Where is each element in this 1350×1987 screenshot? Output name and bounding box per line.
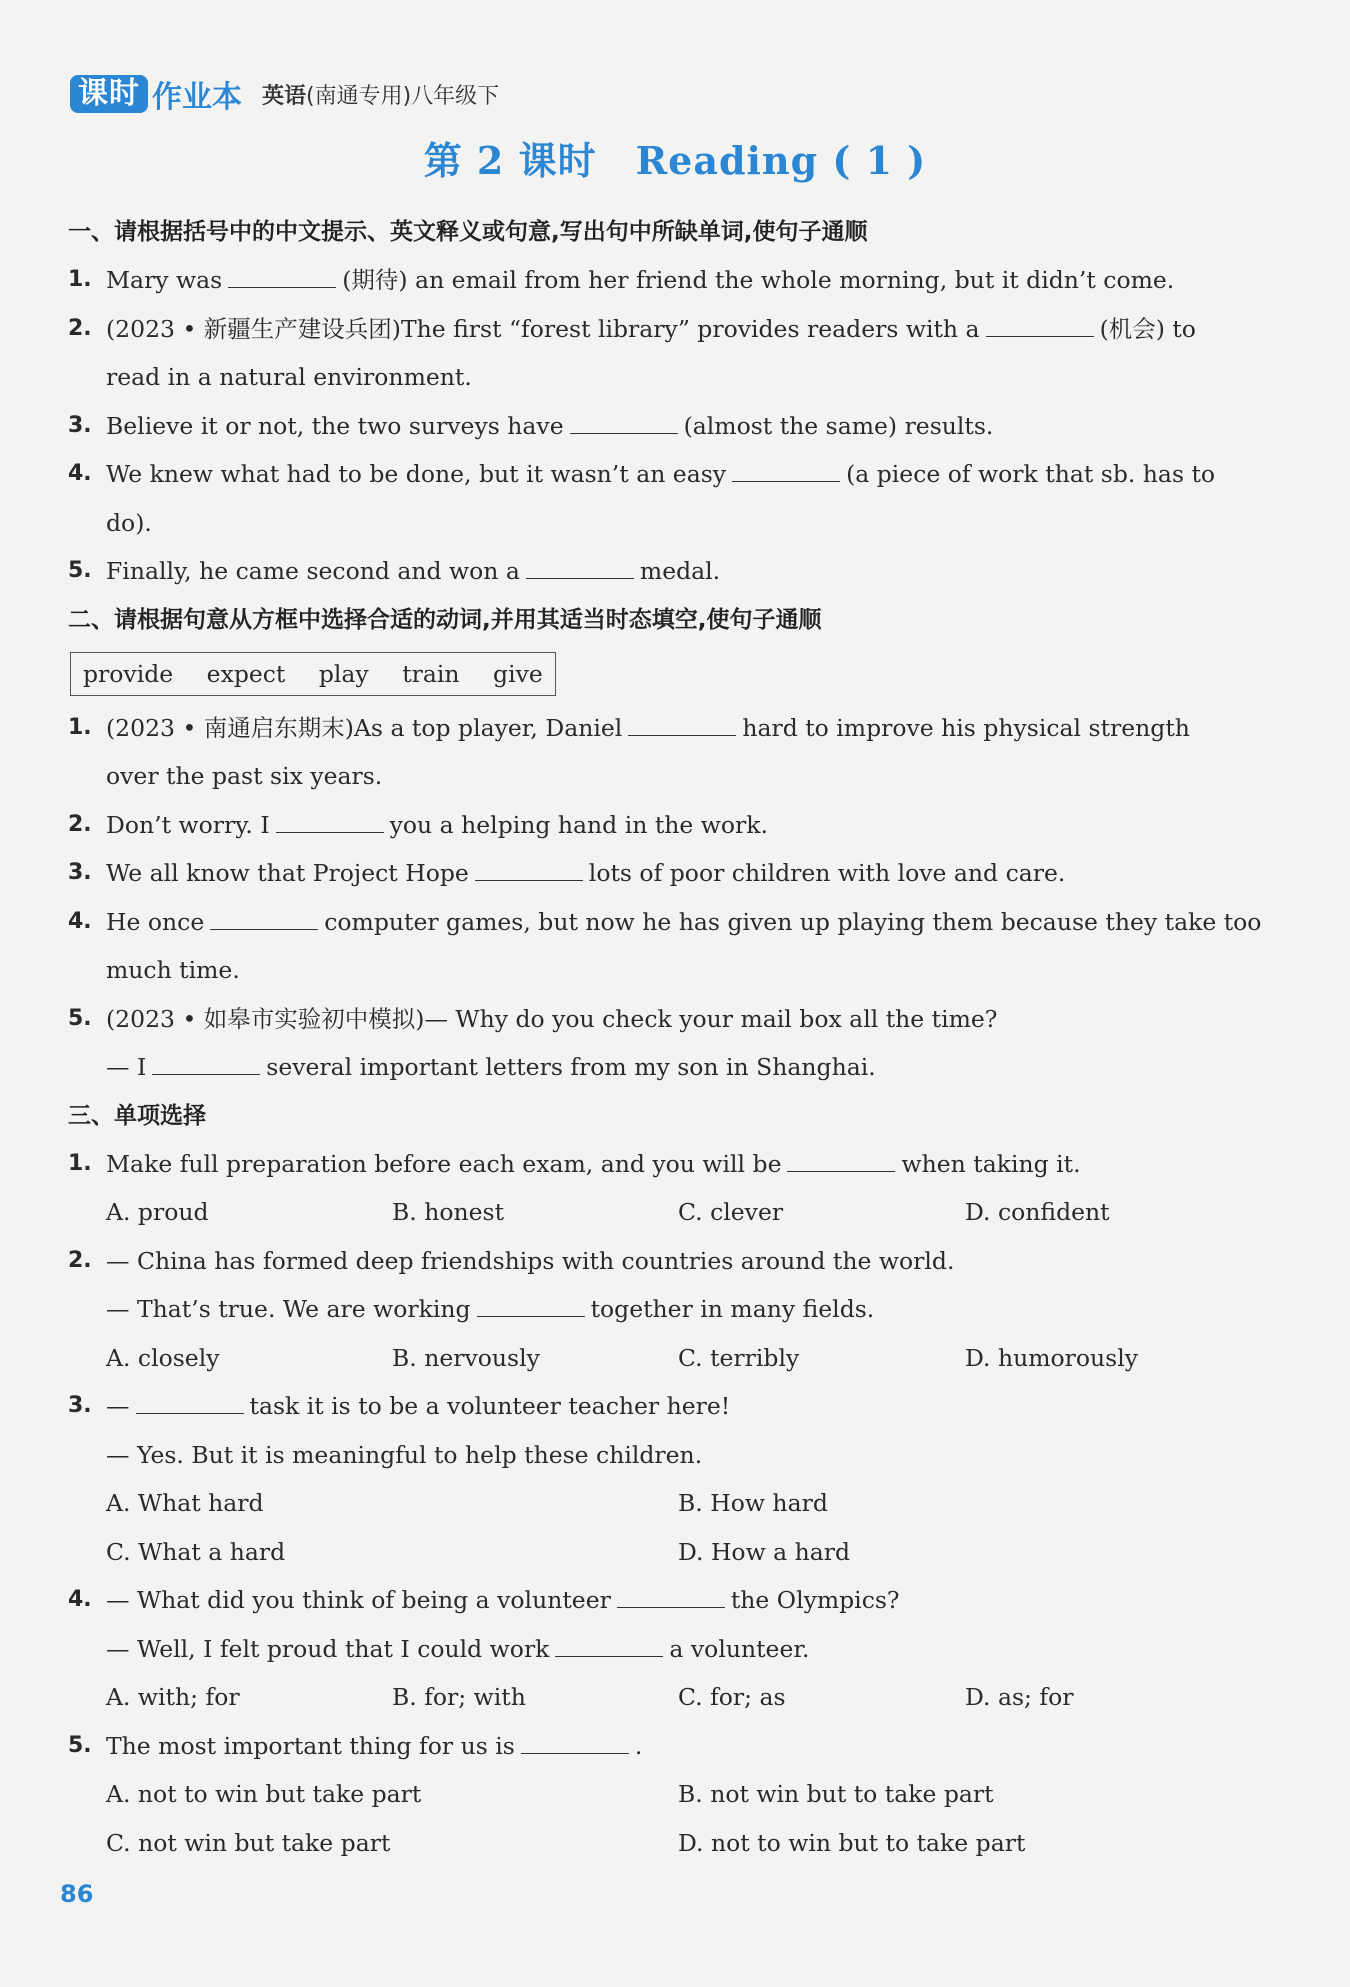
item-text-post: .	[634, 1731, 643, 1760]
item-number: 3.	[68, 412, 92, 438]
answer-blank[interactable]	[136, 1393, 244, 1414]
item-text-cont: read in a natural environment.	[106, 363, 472, 391]
option-d[interactable]: D. How a hard	[678, 1537, 851, 1566]
item-text-pre: — Yes. But it is meaningful to help these children.	[106, 1440, 703, 1469]
s1-item-3	[68, 402, 1260, 451]
answer-blank[interactable]	[228, 267, 336, 288]
section3-heading: 三、单项选择	[68, 1102, 206, 1129]
brand-logo-box: 课时	[70, 75, 148, 113]
item-number: 4.	[68, 1587, 92, 1612]
item-text-post: you a helping hand in the work.	[389, 810, 768, 839]
item-text-pre: Finally, he came second and won a	[106, 557, 520, 585]
s2-item-5	[68, 995, 1260, 1044]
answer-blank[interactable]	[732, 461, 840, 482]
word-bank-item: expect	[206, 659, 286, 688]
item-number: 2.	[68, 1247, 92, 1273]
item-text-post: medal.	[639, 557, 721, 585]
item-text-post: (almost the same) results.	[683, 411, 994, 440]
item-text-pre: Mary was	[106, 266, 223, 294]
answer-blank[interactable]	[986, 316, 1094, 337]
option-a[interactable]: A. What hard	[106, 1489, 264, 1517]
s2-item-2	[68, 801, 1260, 850]
brand-logo-text: 作业本	[152, 80, 242, 115]
s1-item-4-continued	[68, 499, 1260, 548]
item-text-post: the Olympics?	[730, 1586, 900, 1614]
page-number: 86	[60, 1880, 94, 1908]
item-number: 5.	[68, 1005, 92, 1031]
s3-item-3-options-row2	[68, 1528, 1260, 1577]
item-text-post: a volunteer.	[669, 1634, 810, 1663]
exercise-content	[68, 208, 1260, 1867]
option-c[interactable]: C. terribly	[678, 1343, 800, 1372]
s3-item-5-options-row1	[68, 1770, 1260, 1819]
item-text-cont: much time.	[106, 956, 240, 984]
s2-item-1-continued	[68, 752, 1260, 801]
s3-item-3-line2	[68, 1431, 1260, 1480]
s1-item-1	[68, 256, 1260, 305]
option-a[interactable]: A. closely	[106, 1343, 220, 1372]
item-number: 3.	[68, 1393, 92, 1418]
item-text-cont: do).	[106, 508, 152, 537]
item-number: 1.	[68, 714, 92, 740]
item-text-pre: The most important thing for us is	[106, 1731, 515, 1760]
s1-item-5	[68, 547, 1260, 596]
answer-blank[interactable]	[210, 909, 318, 930]
subject-name: 英语	[262, 83, 307, 109]
item-number: 4.	[68, 461, 92, 486]
item-text-cont-post: several important letters from my son in Shanghai.	[266, 1053, 876, 1081]
item-text-pre: Make full preparation before each exam, and you will be	[106, 1149, 782, 1178]
option-c[interactable]: C. clever	[678, 1198, 784, 1226]
answer-blank[interactable]	[570, 413, 678, 434]
option-c[interactable]: C. not win but take part	[106, 1828, 391, 1857]
item-text-pre: — That’s true. We are working	[106, 1295, 471, 1323]
item-text-post: when taking it.	[901, 1149, 1081, 1178]
item-text-pre: (2023 • 如皋市实验初中模拟)— Why do you check your mail box all the time?	[106, 1004, 998, 1033]
option-b[interactable]: B. not win but to take part	[678, 1780, 994, 1808]
word-bank-item: play	[318, 659, 369, 688]
option-c[interactable]: C. for; as	[678, 1683, 786, 1711]
answer-blank[interactable]	[628, 715, 736, 736]
s2-item-5-continued	[68, 1043, 1260, 1092]
answer-blank[interactable]	[477, 1296, 585, 1317]
item-text-pre: (2023 • 新疆生产建设兵团)The first “forest library” provides readers with a	[106, 314, 980, 343]
subject-detail: (南通专用)八年级下	[306, 83, 500, 109]
option-a[interactable]: A. proud	[106, 1198, 209, 1226]
option-b[interactable]: B. for; with	[392, 1683, 526, 1711]
subject-label	[262, 79, 499, 110]
answer-blank[interactable]	[152, 1054, 260, 1075]
s1-item-2-continued	[68, 353, 1260, 402]
answer-blank[interactable]	[617, 1587, 725, 1608]
answer-blank[interactable]	[276, 812, 384, 833]
word-bank-item: give	[493, 659, 543, 688]
item-number: 5.	[68, 1732, 92, 1758]
item-number: 5.	[68, 558, 92, 583]
answer-blank[interactable]	[555, 1636, 663, 1657]
item-text-cont: over the past six years.	[106, 762, 383, 790]
s3-item-2	[68, 1237, 1260, 1286]
item-number: 4.	[68, 908, 92, 934]
s3-item-5-options-row2	[68, 1819, 1260, 1868]
s3-item-2-options	[68, 1334, 1260, 1383]
item-number: 2.	[68, 811, 92, 837]
s3-item-4-line2	[68, 1625, 1260, 1674]
word-bank-item: provide	[83, 659, 174, 688]
option-b[interactable]: B. How hard	[678, 1489, 828, 1517]
item-text-post: hard to improve his physical strength	[742, 713, 1190, 742]
item-number: 1.	[68, 267, 92, 292]
item-text-post: (机会) to	[1099, 314, 1196, 343]
s3-item-3-options-row1	[68, 1479, 1260, 1528]
answer-blank[interactable]	[521, 1733, 629, 1754]
option-d[interactable]: D. not to win but to take part	[678, 1828, 1026, 1857]
word-bank-box	[70, 652, 556, 696]
item-text-pre: — What did you think of being a volunteer	[106, 1586, 611, 1614]
option-b[interactable]: B. honest	[392, 1198, 505, 1226]
option-a[interactable]: A. with; for	[106, 1683, 240, 1711]
item-text-pre: —	[106, 1392, 130, 1420]
s3-item-4	[68, 1576, 1260, 1625]
item-text-pre: Don’t worry. I	[106, 810, 270, 839]
item-text-post: lots of poor children with love and care.	[588, 859, 1066, 887]
section2-heading: 二、请根据句意从方框中选择合适的动词,并用其适当时态填空,使句子通顺	[68, 606, 822, 633]
s3-item-4-options	[68, 1673, 1260, 1722]
s1-item-2	[68, 305, 1260, 354]
s3-item-1-options	[68, 1188, 1260, 1237]
s3-item-2-line2	[68, 1285, 1260, 1334]
option-b[interactable]: B. nervously	[392, 1343, 540, 1372]
s2-item-4	[68, 898, 1260, 947]
item-text-pre: Believe it or not, the two surveys have	[106, 411, 564, 440]
word-bank-item: train	[402, 659, 460, 688]
item-text-post: (期待) an email from her friend the whole morning, but it didn’t come.	[342, 266, 1175, 294]
item-text-pre: — China has formed deep friendships with countries around the world.	[106, 1246, 955, 1275]
item-number: 3.	[68, 860, 92, 885]
item-text-pre: — Well, I felt proud that I could work	[106, 1634, 550, 1663]
option-a[interactable]: A. not to win but take part	[106, 1780, 422, 1808]
item-text-pre: (2023 • 南通启东期末)As a top player, Daniel	[106, 713, 623, 742]
item-number: 2.	[68, 315, 92, 341]
option-d[interactable]: D. confident	[965, 1198, 1110, 1226]
item-text-pre: We knew what had to be done, but it wasn’t an easy	[106, 460, 727, 488]
item-text-post: (a piece of work that sb. has to	[846, 460, 1216, 488]
answer-blank[interactable]	[475, 860, 583, 881]
item-text-post: task it is to be a volunteer teacher here!	[249, 1392, 731, 1420]
answer-blank[interactable]	[787, 1151, 895, 1172]
item-text-pre: He once	[106, 907, 205, 936]
answer-blank[interactable]	[526, 558, 634, 579]
s3-item-1	[68, 1140, 1260, 1189]
item-text-pre: We all know that Project Hope	[106, 859, 469, 887]
s2-item-3	[68, 849, 1260, 898]
section1-heading: 一、请根据括号中的中文提示、英文释义或句意,写出句中所缺单词,使句子通顺	[68, 219, 868, 245]
item-text-post: together in many fields.	[590, 1295, 875, 1323]
page-title: 第 2 课时 Reading ( 1 )	[423, 138, 927, 183]
option-d[interactable]: D. humorously	[965, 1343, 1139, 1372]
option-d[interactable]: D. as; for	[965, 1683, 1074, 1711]
s3-item-3	[68, 1382, 1260, 1431]
s1-item-4	[68, 450, 1260, 499]
item-text-cont-pre: — I	[106, 1053, 147, 1081]
item-number: 1.	[68, 1150, 92, 1176]
s3-item-5	[68, 1722, 1260, 1771]
item-text-post: computer games, but now he has given up playing them because they take too	[324, 907, 1262, 936]
brand-header	[70, 72, 499, 116]
option-c[interactable]: C. What a hard	[106, 1537, 286, 1566]
s2-item-4-continued	[68, 946, 1260, 995]
s2-item-1	[68, 704, 1260, 753]
